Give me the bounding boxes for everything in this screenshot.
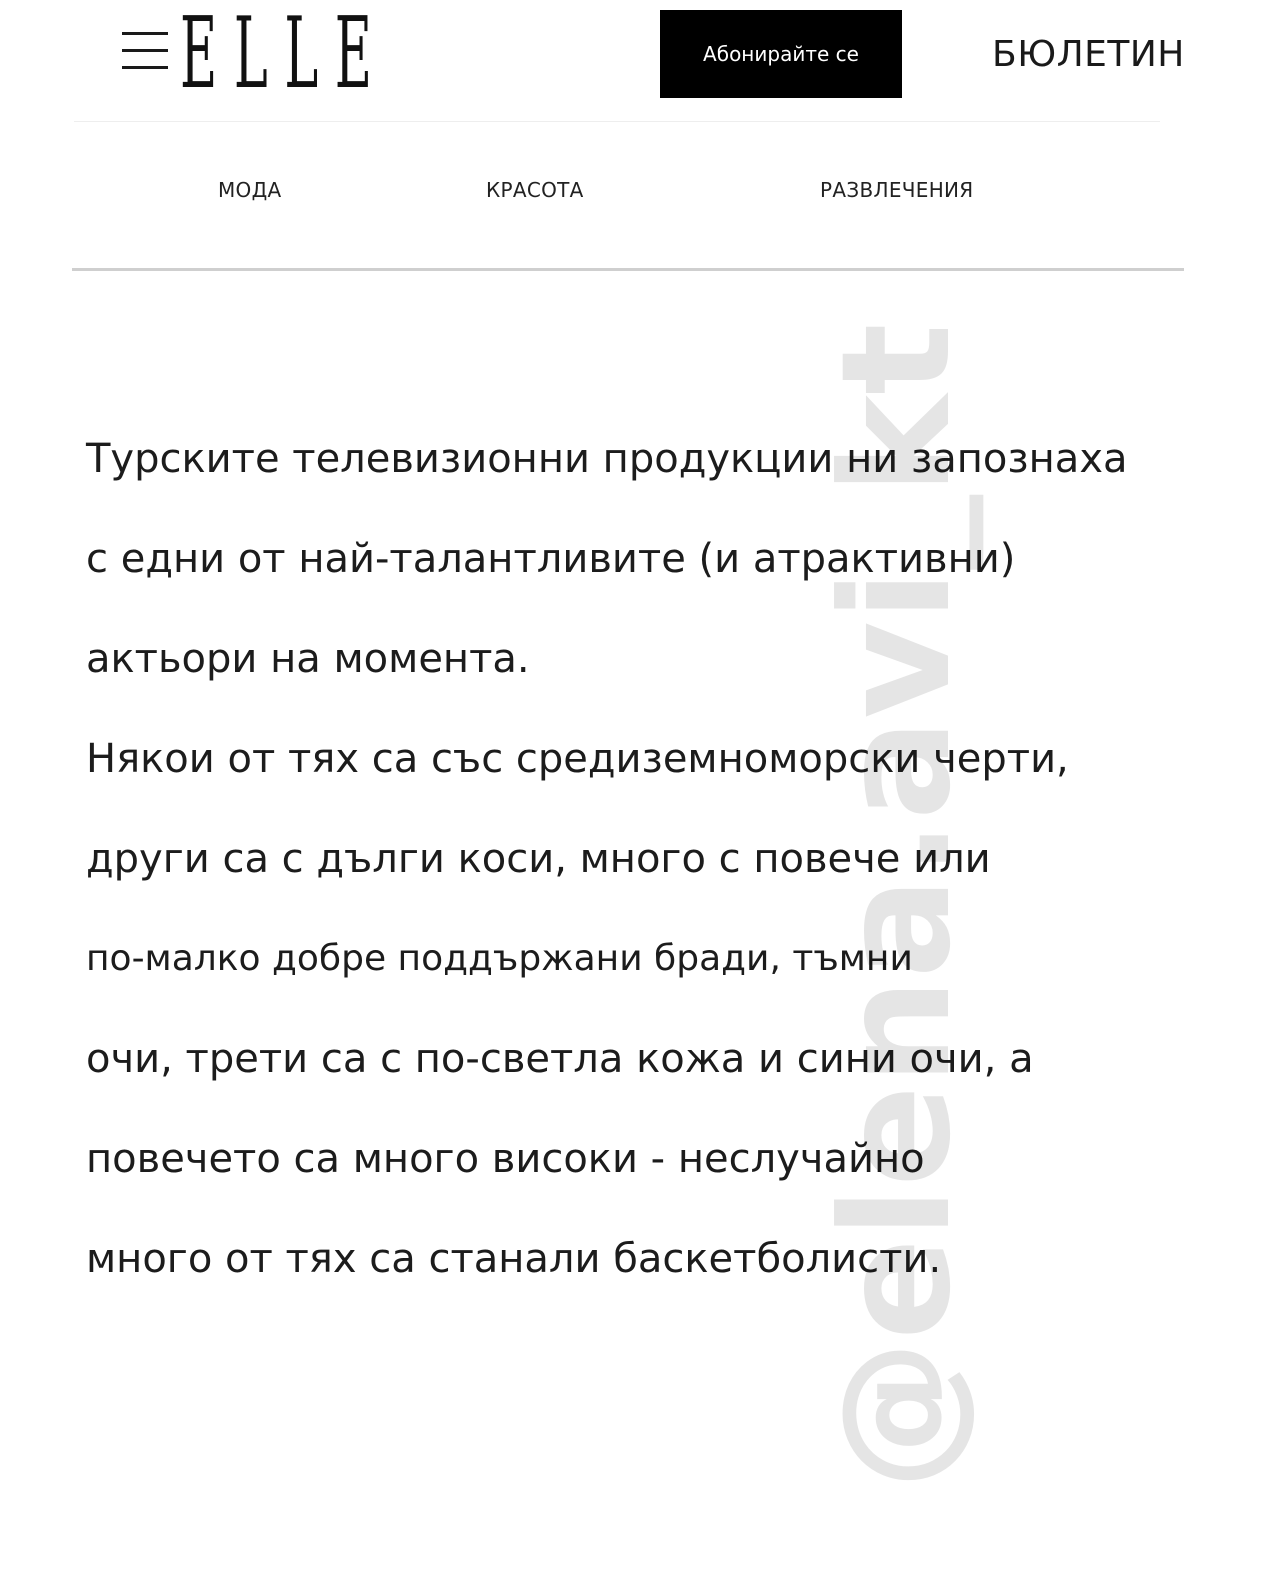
site-header [0,0,1264,122]
article-line: очи, трети са с по-светла кожа и сини очи, а [86,1036,1034,1082]
watermark-text: @elena.avi_kt [810,323,984,1490]
nav-divider [72,268,1184,271]
hamburger-menu-icon[interactable] [122,30,168,72]
article-line: повечето са много високи - неслучайно [86,1136,925,1182]
article-line: Турските телевизионни продукции ни запознаха [86,436,1128,482]
nav-item-entertainment[interactable]: РАЗВЛЕЧЕНИЯ [820,178,974,202]
article-line: с едни от най-талантливите (и атрактивни) [86,536,1016,582]
category-nav [0,122,1264,262]
article-line: актьори на момента. [86,636,530,682]
article-line: други са с дълги коси, много с повече или [86,836,991,882]
article-line: много от тях са станали баскетболисти. [86,1236,942,1282]
article-line: по-малко добре поддържани бради, тъмни [86,938,913,979]
subscribe-button[interactable]: Абонирайте се [660,10,902,98]
nav-item-beauty[interactable]: КРАСОТА [486,178,584,202]
elle-logo[interactable]: ELLE [180,0,389,111]
article-line: Някои от тях са със средиземноморски черти, [86,736,1069,782]
newsletter-link[interactable]: БЮЛЕТИН [992,34,1185,75]
nav-item-fashion[interactable]: МОДА [218,178,282,202]
article-body [86,414,1186,1314]
